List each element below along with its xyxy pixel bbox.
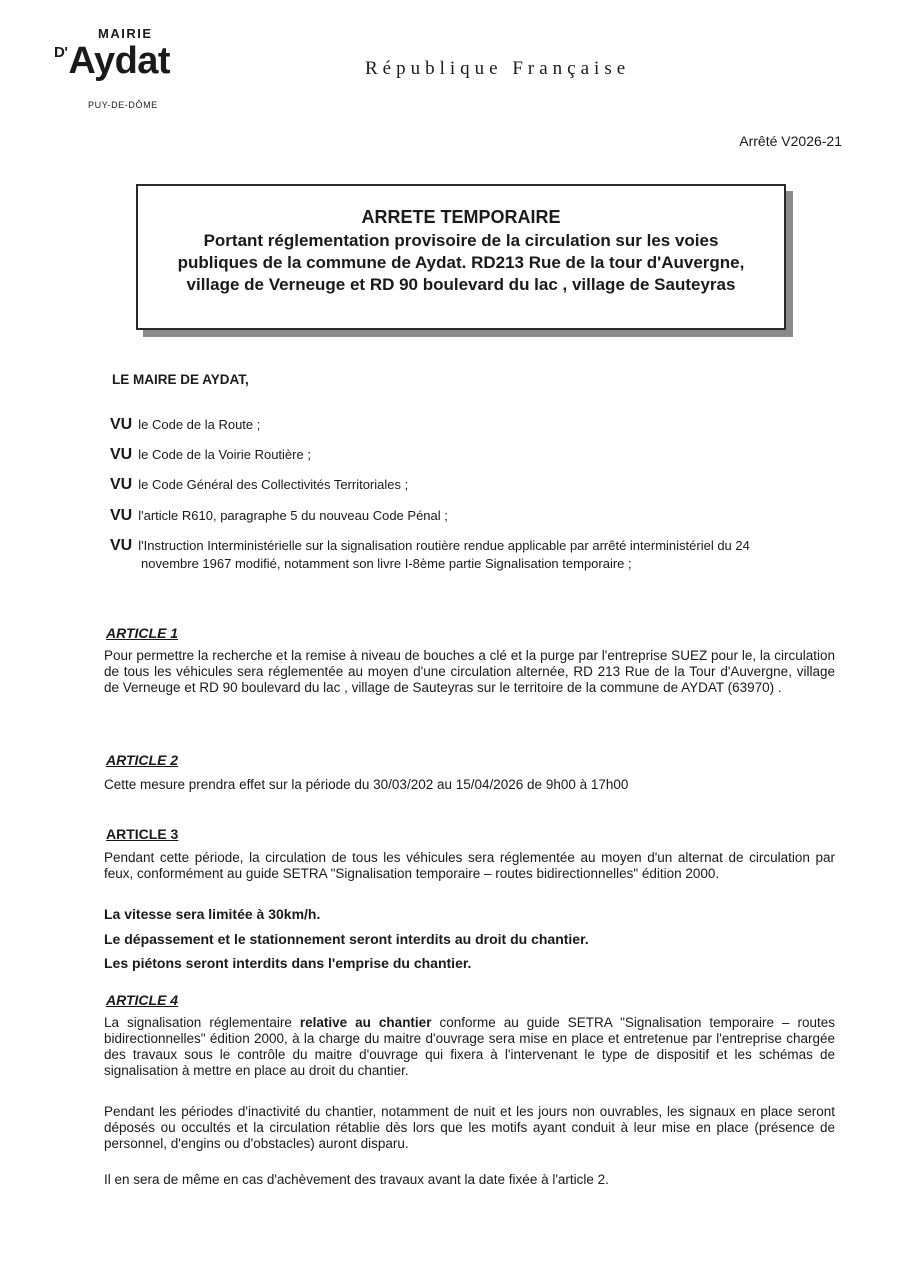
vu-keyword: VU bbox=[110, 416, 133, 433]
vu-keyword: VU bbox=[110, 537, 133, 554]
vu-item bbox=[110, 446, 850, 464]
vu-keyword: VU bbox=[110, 507, 133, 524]
logo-mairie-text: MAIRIE bbox=[98, 26, 153, 41]
document-title: ARRETE TEMPORAIRE bbox=[361, 207, 561, 227]
logo-name: Aydat bbox=[68, 40, 171, 82]
article-2-title: ARTICLE 2 bbox=[106, 752, 179, 768]
logo-prefix: D' bbox=[54, 44, 68, 61]
article-4-p1-end: conforme au guide SETRA "Signalisation temporaire – routes bidirectionnelles" édition 2000, à la charge du maitre d'ouvrage sera mise en place et entretenue par l'entreprise chargée des travaux sous le contrôle du maitre d'ouvrage qui fixera à l'intervenant le type de dispositif et les schémas de signalisation à mettre en place au droit du chantier. bbox=[104, 1015, 835, 1078]
article-4-paragraph-3: Il en sera de même en cas d'achèvement des travaux avant la date fixée à l'article 2. bbox=[104, 1172, 609, 1187]
vu-text: le Code de la Voirie Routière ; bbox=[138, 447, 311, 462]
article-4-p1-start: La signalisation réglementaire bbox=[104, 1015, 300, 1030]
document-subtitle: Portant réglementation provisoire de la circulation sur les voies publiques de la commune de Aydat. RD213 Rue de la tour d'Auvergne, village de Verneuge et RD 90 boulevard du lac , village de Sauteyras bbox=[177, 231, 745, 294]
republique-francaise: République Française bbox=[365, 58, 631, 79]
article-1-text: Pour permettre la recherche et la remise à niveau de bouches a clé et la purge par l'entreprise SUEZ pour le, la circulation de tous les véhicules sera réglementée au moyen d'une circulation alternée, RD 213 Rue de la Tour d'Auvergne, village de Verneuge et RD 90 boulevard du lac , village de Sauteyras sur le territoire de la commune de AYDAT (63970) . bbox=[104, 648, 835, 695]
vu-text: l'Instruction Interministérielle sur la signalisation routière rendue applicable par arrêté interministériel du 24 bbox=[138, 538, 750, 553]
maire-heading: LE MAIRE DE AYDAT, bbox=[112, 372, 249, 387]
article-4-paragraph-2: Pendant les périodes d'inactivité du chantier, notamment de nuit et les jours non ouvrables, les signaux en place seront déposés ou occultés et la circulation rétablie dès lors que les motifs ayant conduit à leur mise en place (présence de personnel, d'engins ou d'obstacles) auront disparu. bbox=[104, 1104, 835, 1151]
logo-region: PUY-DE-DÔME bbox=[88, 100, 158, 110]
vu-item bbox=[110, 537, 850, 571]
vu-item bbox=[110, 416, 850, 434]
vu-item bbox=[110, 476, 850, 494]
logo bbox=[54, 40, 170, 83]
vu-item bbox=[110, 507, 850, 525]
vu-keyword: VU bbox=[110, 446, 133, 463]
article-4-p1-bold: relative au chantier bbox=[299, 1015, 432, 1030]
overtaking-parking-line: Le dépassement et le stationnement seront interdits au droit du chantier. bbox=[104, 931, 589, 947]
speed-limit-line: La vitesse sera limitée à 30km/h. bbox=[104, 906, 321, 922]
vu-text-continued: novembre 1967 modifié, notamment son livre I-8ème partie Signalisation temporaire ; bbox=[141, 556, 632, 571]
vu-text: le Code Général des Collectivités Territoriales ; bbox=[138, 477, 409, 492]
article-2-text: Cette mesure prendra effet sur la période du 30/03/202 au 15/04/2026 de 9h00 à 17h00 bbox=[104, 777, 629, 792]
article-4-title: ARTICLE 4 bbox=[106, 992, 179, 1008]
article-3-text: Pendant cette période, la circulation de tous les véhicules sera réglementée au moyen d'un alternat de circulation par feux, conformément au guide SETRA "Signalisation temporaire – routes bidirectionnelles" édition 2000. bbox=[104, 850, 835, 881]
pedestrians-line: Les piétons seront interdits dans l'emprise du chantier. bbox=[104, 955, 472, 971]
vu-text: le Code de la Route ; bbox=[138, 417, 261, 432]
title-box bbox=[136, 184, 786, 330]
article-3-title: ARTICLE 3 bbox=[106, 826, 179, 842]
article-1-title: ARTICLE 1 bbox=[106, 625, 179, 641]
arrete-number: Arrêté V2026-21 bbox=[739, 133, 842, 149]
vu-keyword: VU bbox=[110, 476, 133, 493]
vu-text: l'article R610, paragraphe 5 du nouveau Code Pénal ; bbox=[138, 508, 448, 523]
article-4-paragraph-1 bbox=[104, 1015, 835, 1079]
